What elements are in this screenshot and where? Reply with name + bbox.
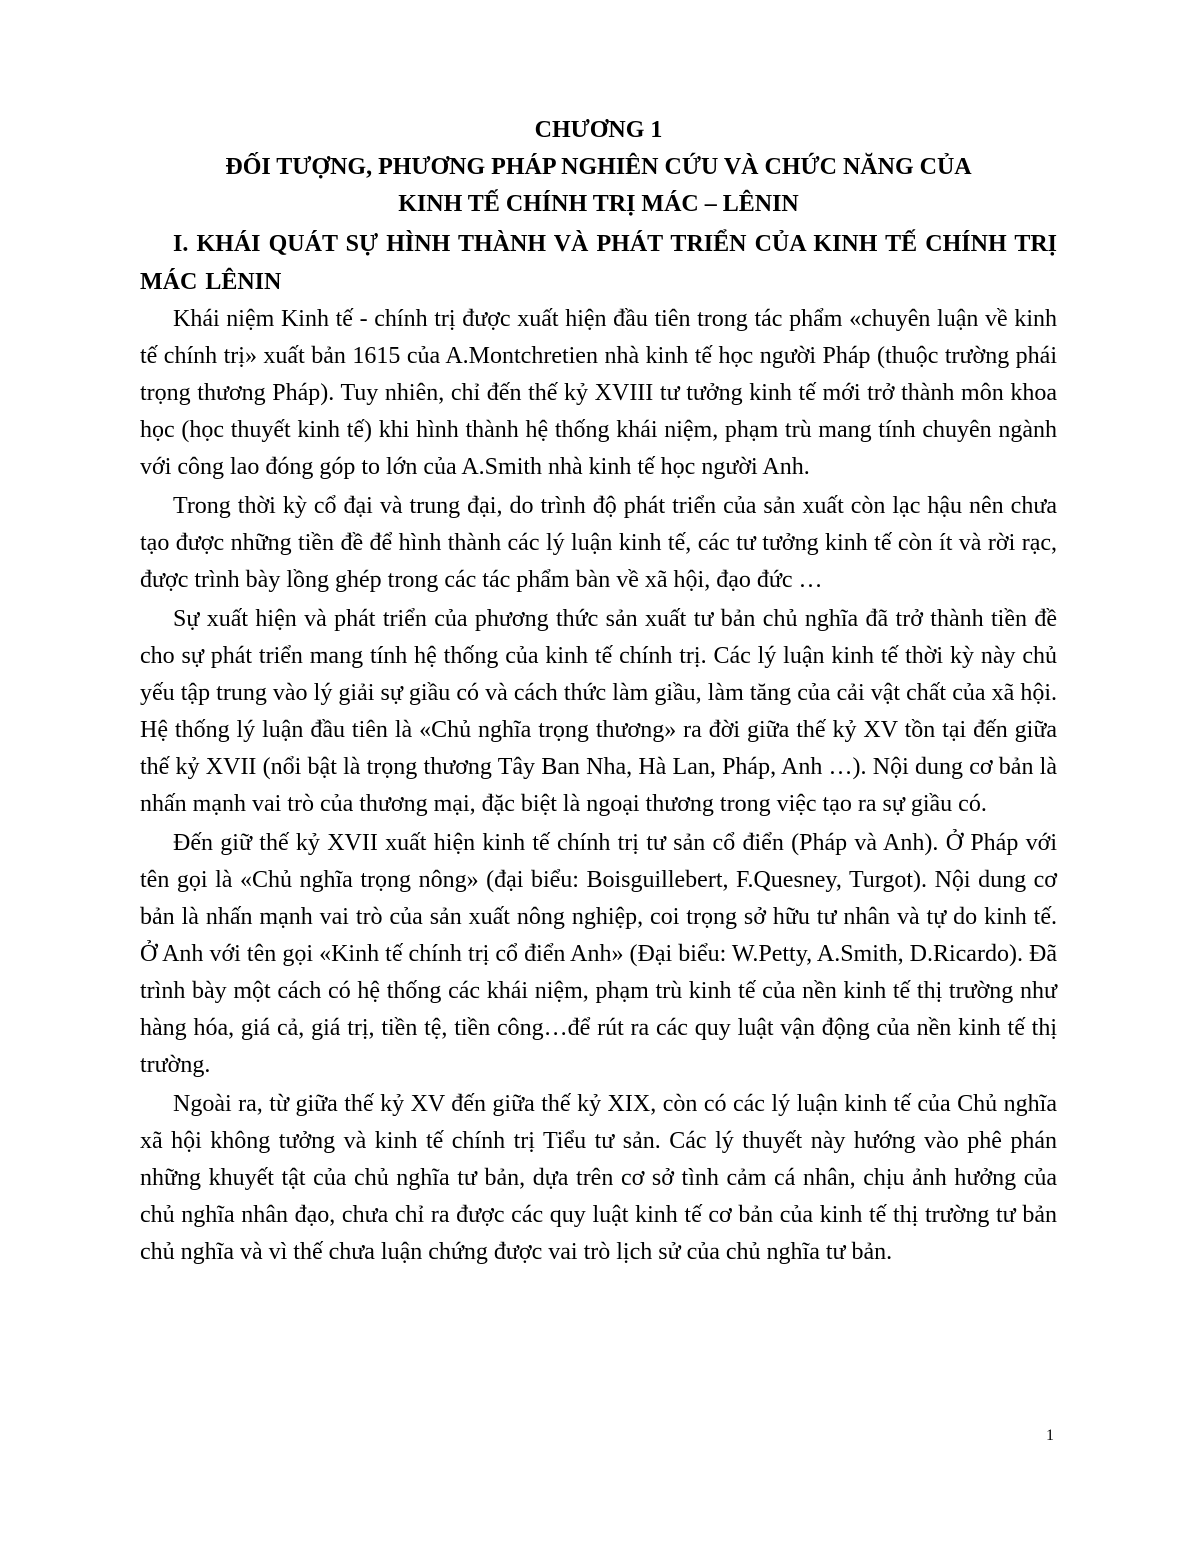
paragraph-3: Sự xuất hiện và phát triển của phương thức sản xuất tư bản chủ nghĩa đã trở thành tiền đề cho sự phát triển mang tính hệ thống của kinh tế chính trị. Các lý luận kinh tế thời kỳ này chủ yếu tập trung vào lý giải sự giầu có và cách thức làm giầu, làm tăng của cải vật chất của xã hội. Hệ thống lý luận đầu tiên là «Chủ nghĩa trọng thương» ra đời giữa thế kỷ XV tồn tại đến giữa thế kỷ XVII (nổi bật là trọng thương Tây Ban Nha, Hà Lan, Pháp, Anh …). Nội dung cơ bản là nhấn mạnh vai trò của thương mại, đặc biệt là ngoại thương trong việc tạo ra sự giầu có.	[140, 606, 1057, 817]
chapter-number: CHƯƠNG 1	[534, 117, 663, 143]
chapter-title-line-1: ĐỐI TƯỢNG, PHƯƠNG PHÁP NGHIÊN CỨU VÀ CHỨC NĂNG CỦA	[225, 154, 972, 180]
page-number: 1	[1046, 1427, 1054, 1444]
paragraph-2: Trong thời kỳ cổ đại và trung đại, do trình độ phát triển của sản xuất còn lạc hậu nên chưa tạo được những tiền đề để hình thành các lý luận kinh tế, các tư tưởng kinh tế còn ít và rời rạc, được trình bày lồng ghép trong các tác phẩm bàn về xã hội, đạo đức …	[140, 493, 1057, 593]
section-heading: I. KHÁI QUÁT SỰ HÌNH THÀNH VÀ PHÁT TRIỂN CỦA KINH TẾ CHÍNH TRỊ MÁC LÊNIN	[140, 231, 1057, 295]
paragraph-4: Đến giữ thế kỷ XVII xuất hiện kinh tế chính trị tư sản cổ điển (Pháp và Anh). Ở Pháp với tên gọi là «Chủ nghĩa trọng nông» (đại biểu: Boisguillebert, F.Quesney, Turgot). Nội dung cơ bản là nhấn mạnh vai trò của sản xuất nông nghiệp, coi trọng sở hữu tư nhân và tự do kinh tế. Ở Anh với tên gọi «Kinh tế chính trị cổ điển Anh» (Đại biểu: W.Petty, A.Smith, D.Ricardo). Đã trình bày một cách có hệ thống các khái niệm, phạm trù kinh tế của nền kinh tế thị trường như hàng hóa, giá cả, giá trị, tiền tệ, tiền công…để rút ra các quy luật vận động của nền kinh tế thị trường.	[140, 830, 1057, 1078]
paragraph-1: Khái niệm Kinh tế - chính trị được xuất hiện đầu tiên trong tác phẩm «chuyên luận về kinh tế chính trị» xuất bản 1615 của A.Montchretien nhà kinh tế học người Pháp (thuộc trường phái trọng thương Pháp). Tuy nhiên, chỉ đến thế kỷ XVIII tư tưởng kinh tế mới trở thành môn khoa học (học thuyết kinh tế) khi hình thành hệ thống khái niệm, phạm trù mang tính chuyên ngành với công lao đóng góp to lớn của A.Smith nhà kinh tế học người Anh.	[140, 306, 1057, 480]
paragraph-5: Ngoài ra, từ giữa thế kỷ XV đến giữa thế kỷ XIX, còn có các lý luận kinh tế của Chủ nghĩa xã hội không tưởng và kinh tế chính trị Tiểu tư sản. Các lý thuyết này hướng vào phê phán những khuyết tật của chủ nghĩa tư bản, dựa trên cơ sở tình cảm cá nhân, chịu ảnh hưởng của chủ nghĩa nhân đạo, chưa chỉ ra được các quy luật kinh tế cơ bản của kinh tế thị trường tư bản chủ nghĩa và vì thế chưa luận chứng được vai trò lịch sử của chủ nghĩa tư bản.	[140, 1091, 1057, 1265]
page-content	[140, 112, 1057, 1273]
chapter-title-line-2: KINH TẾ CHÍNH TRỊ MÁC – LÊNIN	[398, 191, 799, 217]
